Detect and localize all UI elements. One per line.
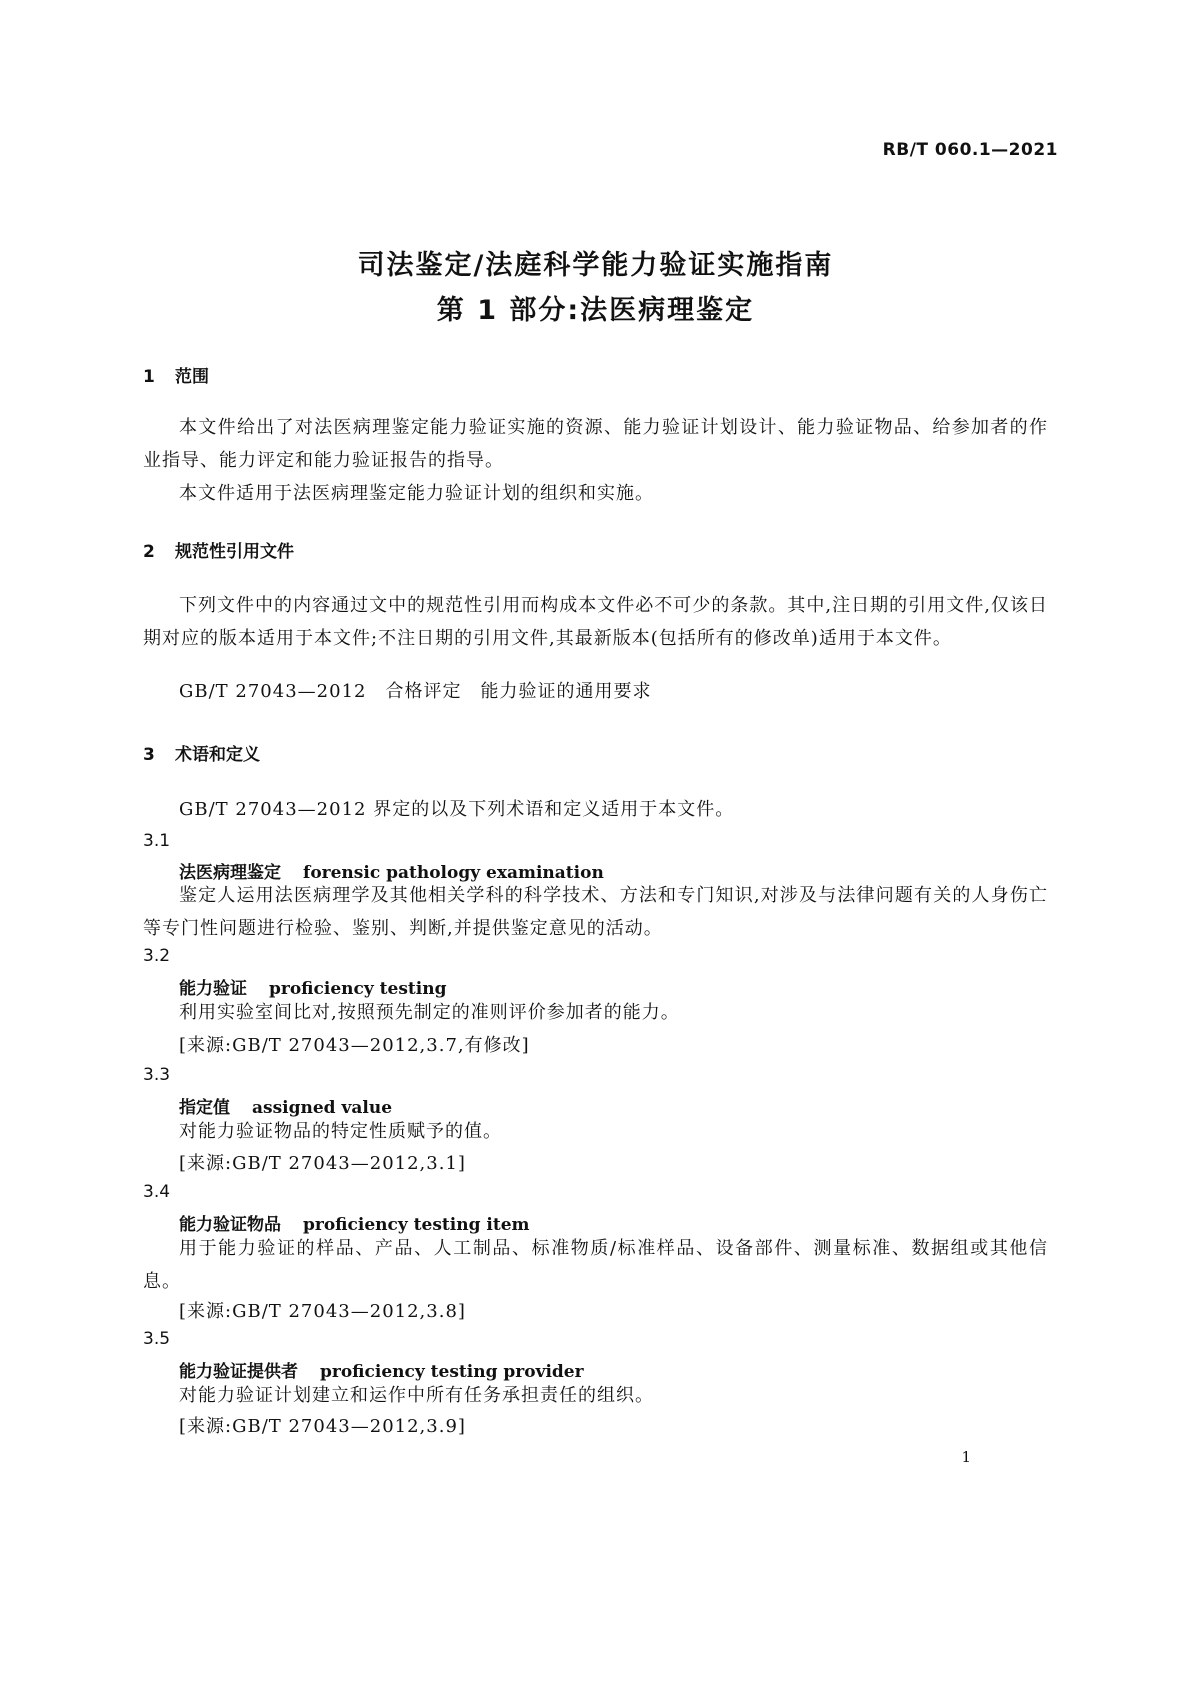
definition-3-3: 对能力验证物品的特定性质赋予的值。 — [179, 1121, 502, 1142]
section-number: 1 — [143, 367, 155, 387]
section-title: 术语和定义 — [175, 745, 260, 765]
section-title: 规范性引用文件 — [175, 542, 294, 562]
section-2-paragraph-1: 下列文件中的内容通过文中的规范性引用而构成本文件必不可少的条款。其中,注日期的引用文件,仅该日期对应的版本适用于本文件;不注日期的引用文件,其最新版本(包括所有的修改单)适用于本文件。 — [143, 595, 1048, 649]
clause-number-3-1: 3.1 — [143, 831, 171, 851]
term-english: assigned value — [252, 1098, 393, 1118]
section-title: 范围 — [175, 367, 209, 387]
section-1-heading — [143, 362, 209, 387]
source-3-5: [来源:GB/T 27043—2012,3.9] — [179, 1416, 466, 1437]
definition-3-4: 用于能力验证的样品、产品、人工制品、标准物质/标准样品、设备部件、测量标准、数据组或其他信息。 — [143, 1238, 1048, 1292]
term-english: forensic pathology examination — [303, 863, 604, 883]
definition-3-5: 对能力验证计划建立和运作中所有任务承担责任的组织。 — [179, 1385, 654, 1406]
clause-number-3-4: 3.4 — [143, 1182, 171, 1202]
source-3-2: [来源:GB/T 27043—2012,3.7,有修改] — [179, 1035, 530, 1056]
section-1-paragraph-2: 本文件适用于法医病理鉴定能力验证计划的组织和实施。 — [179, 483, 654, 504]
term-english: proficiency testing — [269, 979, 447, 999]
term-chinese: 能力验证物品 — [179, 1215, 281, 1235]
clause-number-3-5: 3.5 — [143, 1329, 171, 1349]
normative-reference: GB/T 27043—2012 合格评定 能力验证的通用要求 — [179, 681, 652, 702]
document-title-line-2: 第 1 部分:法医病理鉴定 — [436, 295, 755, 326]
page-number: 1 — [961, 1448, 971, 1466]
document-title-line-1: 司法鉴定/法庭科学能力验证实施指南 — [357, 250, 834, 281]
definition-3-2: 利用实验室间比对,按照预先制定的准则评价参加者的能力。 — [179, 1002, 680, 1023]
term-chinese: 法医病理鉴定 — [179, 863, 281, 883]
source-3-4: [来源:GB/T 27043—2012,3.8] — [179, 1301, 466, 1322]
term-english: proficiency testing provider — [320, 1362, 584, 1382]
section-number: 3 — [143, 745, 155, 765]
term-chinese: 能力验证提供者 — [179, 1362, 298, 1382]
section-3-heading — [143, 740, 260, 765]
term-chinese: 指定值 — [179, 1098, 230, 1118]
clause-number-3-3: 3.3 — [143, 1065, 171, 1085]
definition-3-1: 鉴定人运用法医病理学及其他相关学科的科学技术、方法和专门知识,对涉及与法律问题有关的人身伤亡等专门性问题进行检验、鉴别、判断,并提供鉴定意见的活动。 — [143, 885, 1048, 939]
section-1-paragraph-1: 本文件给出了对法医病理鉴定能力验证实施的资源、能力验证计划设计、能力验证物品、给参加者的作业指导、能力评定和能力验证报告的指导。 — [143, 417, 1048, 471]
clause-number-3-2: 3.2 — [143, 946, 171, 966]
section-2-heading — [143, 537, 294, 562]
section-number: 2 — [143, 542, 155, 562]
source-3-3: [来源:GB/T 27043—2012,3.1] — [179, 1153, 466, 1174]
term-english: proficiency testing item — [303, 1215, 530, 1235]
document-code: RB/T 060.1—2021 — [882, 140, 1058, 160]
term-chinese: 能力验证 — [179, 979, 247, 999]
section-3-intro: GB/T 27043—2012 界定的以及下列术语和定义适用于本文件。 — [179, 799, 735, 820]
